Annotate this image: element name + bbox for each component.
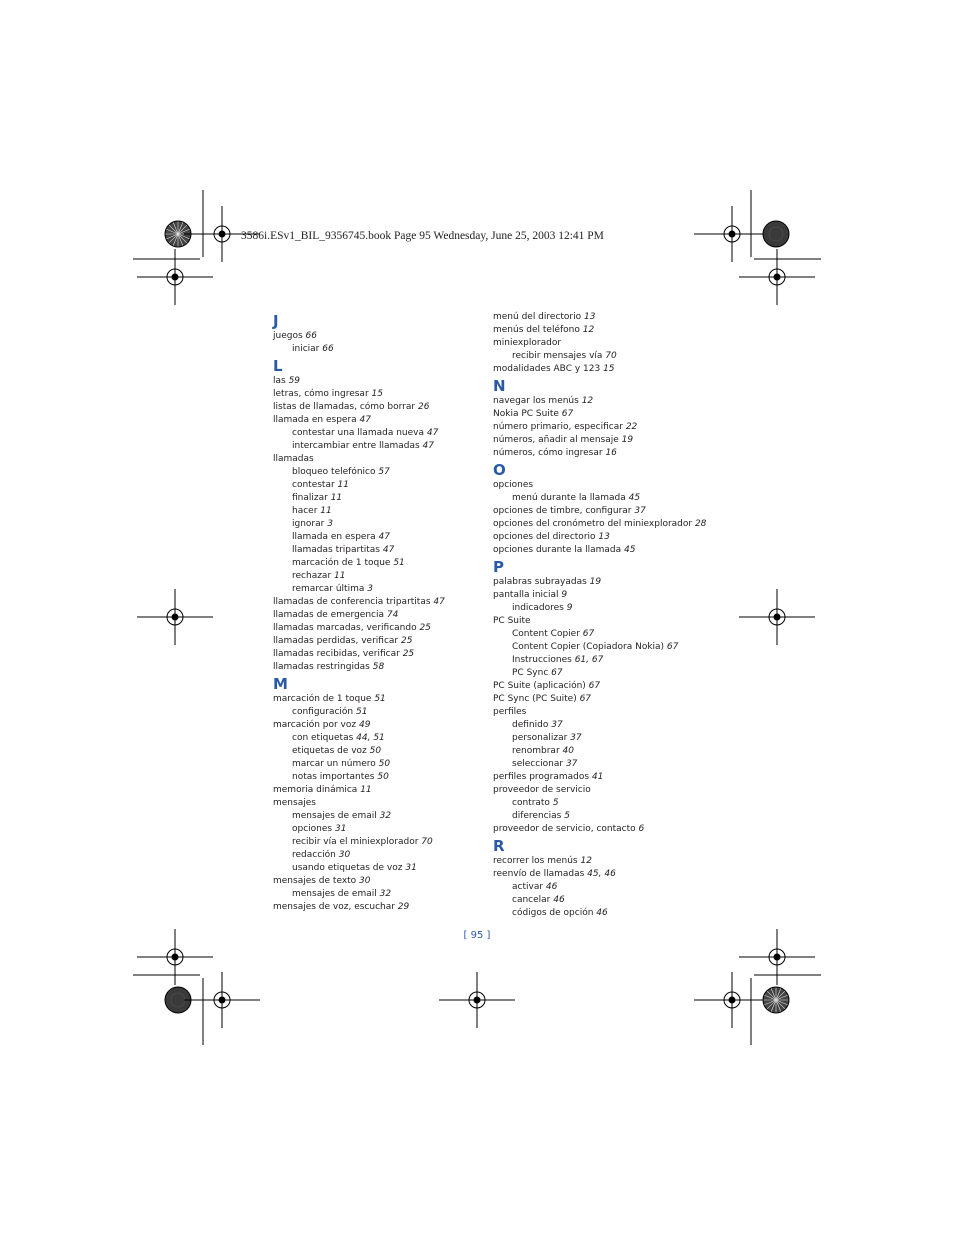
index-subentry	[273, 849, 445, 862]
entry-page-ref: 15	[603, 364, 615, 374]
entry-page-ref: 49	[358, 720, 371, 730]
entry-term: miniexplorador	[493, 338, 562, 348]
index-subentry	[273, 706, 445, 719]
entry-term: finalizar	[292, 493, 331, 503]
entry-page-ref: 47	[359, 415, 371, 425]
entry-page-ref: 67	[551, 668, 563, 678]
entry-term: opciones de timbre, configurar	[493, 506, 635, 516]
index-entry	[493, 531, 706, 544]
entry-term: redacción	[292, 850, 339, 860]
entry-page-ref: 13	[598, 532, 610, 542]
entry-term: opciones	[292, 824, 335, 834]
entry-term: llamadas recibidas, verificar	[273, 649, 403, 659]
entry-page-ref: 22	[625, 422, 638, 432]
entry-page-ref: 32	[379, 889, 392, 899]
entry-page-ref: 19	[589, 577, 602, 587]
entry-term: juegos	[273, 331, 306, 341]
entry-page-ref: 13	[584, 312, 596, 322]
index-entry	[273, 661, 445, 674]
entry-term: Instrucciones	[512, 655, 575, 665]
entry-page-ref: 15	[371, 389, 383, 399]
index-subentry	[493, 492, 706, 505]
entry-term: navegar los menús	[493, 396, 582, 406]
index-subentry	[273, 343, 445, 356]
entry-term: número primario, especificar	[493, 422, 626, 432]
index-entry	[493, 363, 706, 376]
entry-term: opciones del cronómetro del miniexplorador	[493, 519, 695, 529]
entry-page-ref: 3	[367, 584, 373, 594]
entry-term: modalidades ABC y 123	[493, 364, 604, 374]
index-entry	[493, 576, 706, 589]
entry-term: marcación de 1 toque	[292, 558, 394, 568]
entry-page-ref: 46	[545, 882, 558, 892]
index-subentry	[493, 881, 706, 894]
index-subentry	[493, 732, 706, 745]
index-subentry	[273, 492, 445, 505]
entry-page-ref: 3	[327, 519, 333, 529]
entry-term: diferencias	[512, 811, 565, 821]
entry-page-ref: 37	[551, 720, 563, 730]
index-subentry	[273, 583, 445, 596]
index-entry	[493, 408, 706, 421]
entry-page-ref: 5	[564, 811, 570, 821]
entry-term: menú durante la llamada	[512, 493, 629, 503]
index-entry	[273, 693, 445, 706]
index-entry	[493, 544, 706, 557]
index-entry	[493, 337, 706, 350]
entry-term: PC Sync	[512, 668, 552, 678]
entry-term: definido	[512, 720, 552, 730]
entry-page-ref: 28	[694, 519, 707, 529]
entry-page-ref: 66	[305, 331, 317, 341]
index-subentry	[273, 518, 445, 531]
index-entry	[493, 324, 706, 337]
index-entry	[493, 589, 706, 602]
entry-term: cancelar	[512, 895, 554, 905]
index-subentry	[273, 544, 445, 557]
entry-term: usando etiquetas de voz	[292, 863, 406, 873]
index-subentry	[493, 810, 706, 823]
entry-term: marcar un número	[292, 759, 379, 769]
entry-term: llamadas tripartitas	[292, 545, 383, 555]
entry-page-ref: 37	[634, 506, 646, 516]
entry-term: mensajes de texto	[273, 876, 360, 886]
entry-page-ref: 11	[360, 785, 372, 795]
index-subentry	[273, 810, 445, 823]
entry-term: mensajes	[273, 798, 316, 808]
index-subentry	[493, 758, 706, 771]
entry-term: opciones durante la llamada	[493, 545, 624, 555]
index-subentry	[273, 466, 445, 479]
entry-page-ref: 66	[322, 344, 334, 354]
index-subentry	[493, 654, 706, 667]
index-subentry	[273, 823, 445, 836]
entry-term: marcación por voz	[273, 720, 359, 730]
index-subentry	[493, 745, 706, 758]
entry-term: remarcar última	[292, 584, 368, 594]
index-subentry	[273, 745, 445, 758]
index-entry	[273, 609, 445, 622]
entry-page-ref: 11	[337, 480, 349, 490]
entry-term: configuración	[292, 707, 356, 717]
index-entry	[493, 784, 706, 797]
entry-page-ref: 46	[553, 895, 565, 905]
entry-term: llamadas	[273, 454, 314, 464]
index-subentry	[493, 350, 706, 363]
index-entry	[493, 447, 706, 460]
entry-page-ref: 67	[582, 629, 595, 639]
entry-page-ref: 40	[562, 746, 574, 756]
index-entry	[273, 875, 445, 888]
index-subentry	[273, 570, 445, 583]
index-subentry	[273, 479, 445, 492]
entry-page-ref: 50	[378, 759, 391, 769]
index-subentry	[273, 440, 445, 453]
entry-term: indicadores	[512, 603, 567, 613]
entry-term: opciones del directorio	[493, 532, 599, 542]
entry-page-ref: 30	[338, 850, 351, 860]
index-entry	[493, 771, 706, 784]
index-subentry	[273, 836, 445, 849]
index-subentry	[273, 771, 445, 784]
entry-page-ref: 47	[426, 428, 439, 438]
entry-term: llamadas de emergencia	[273, 610, 387, 620]
entry-term: memoria dinámica	[273, 785, 361, 795]
entry-term: mensajes de voz, escuchar	[273, 902, 398, 912]
index-subentry	[273, 888, 445, 901]
index-entry	[493, 855, 706, 868]
entry-page-ref: 58	[372, 662, 385, 672]
index-entry	[493, 434, 706, 447]
index-entry	[273, 414, 445, 427]
entry-page-ref: 47	[378, 532, 390, 542]
entry-term: personalizar	[512, 733, 571, 743]
entry-term: PC Suite	[493, 616, 531, 626]
index-subentry	[273, 557, 445, 570]
index-entry	[273, 797, 445, 810]
entry-term: pantalla inicial	[493, 590, 562, 600]
entry-term: mensajes de email	[292, 889, 380, 899]
entry-term: menú del directorio	[493, 312, 584, 322]
index-left-column	[273, 311, 445, 914]
entry-page-ref: 51	[374, 694, 386, 704]
index-entry	[273, 648, 445, 661]
index-entry	[493, 479, 706, 492]
entry-page-ref: 12	[580, 856, 592, 866]
entry-page-ref: 67	[579, 694, 592, 704]
entry-page-ref: 25	[400, 636, 413, 646]
entry-term: opciones	[493, 480, 534, 490]
index-entry	[493, 421, 706, 434]
entry-page-ref: 25	[402, 649, 415, 659]
entry-term: proveedor de servicio, contacto	[493, 824, 639, 834]
entry-page-ref: 61, 67	[574, 655, 604, 665]
index-subentry	[273, 862, 445, 875]
entry-term: activar	[512, 882, 546, 892]
entry-page-ref: 9	[566, 603, 573, 613]
index-subentry	[273, 505, 445, 518]
entry-term: llamadas de conferencia tripartitas	[273, 597, 434, 607]
index-entry	[273, 784, 445, 797]
entry-term: números, cómo ingresar	[493, 448, 606, 458]
entry-term: intercambiar entre llamadas	[292, 441, 423, 451]
index-entry	[493, 518, 706, 531]
index-entry	[493, 395, 706, 408]
index-entry	[273, 719, 445, 732]
entry-page-ref: 59	[288, 376, 301, 386]
entry-page-ref: 9	[561, 590, 568, 600]
print-header: 3586i.ESv1_BIL_9356745.book Page 95 Wednesday, June 25, 2003 12:41 PM	[241, 230, 604, 242]
index-letter-heading: O	[493, 461, 506, 479]
index-entry	[273, 330, 445, 343]
entry-page-ref: 6	[638, 824, 645, 834]
entry-term: códigos de opción	[512, 908, 597, 918]
entry-page-ref: 37	[570, 733, 582, 743]
index-subentry	[273, 758, 445, 771]
entry-page-ref: 31	[405, 863, 417, 873]
entry-term: PC Sync (PC Suite)	[493, 694, 580, 704]
entry-page-ref: 67	[588, 681, 601, 691]
entry-term: mensajes de email	[292, 811, 380, 821]
entry-term: palabras subrayadas	[493, 577, 590, 587]
entry-term: perfiles	[493, 707, 527, 717]
entry-term: recibir vía el miniexplorador	[292, 837, 422, 847]
entry-page-ref: 37	[565, 759, 578, 769]
index-subentry	[273, 531, 445, 544]
index-subentry	[493, 641, 706, 654]
entry-page-ref: 11	[320, 506, 332, 516]
entry-term: hacer	[292, 506, 321, 516]
entry-term: contestar	[292, 480, 338, 490]
entry-page-ref: 12	[581, 396, 594, 406]
index-entry	[493, 823, 706, 836]
entry-page-ref: 5	[552, 798, 559, 808]
entry-page-ref: 25	[419, 623, 431, 633]
index-subentry	[493, 628, 706, 641]
entry-term: reenvío de llamadas	[493, 869, 588, 879]
entry-term: llamada en espera	[292, 532, 379, 542]
entry-term: iniciar	[292, 344, 323, 354]
index-letter-heading: N	[493, 377, 506, 395]
entry-term: llamada en espera	[273, 415, 360, 425]
index-entry	[493, 615, 706, 628]
entry-term: listas de llamadas, cómo borrar	[273, 402, 418, 412]
entry-term: letras, cómo ingresar	[273, 389, 372, 399]
entry-page-ref: 26	[417, 402, 430, 412]
entry-page-ref: 30	[359, 876, 371, 886]
entry-term: PC Suite (aplicación)	[493, 681, 589, 691]
entry-page-ref: 50	[369, 746, 382, 756]
entry-page-ref: 11	[334, 571, 346, 581]
entry-term: seleccionar	[512, 759, 566, 769]
entry-page-ref: 70	[605, 351, 617, 361]
entry-term: proveedor de servicio	[493, 785, 591, 795]
entry-page-ref: 45	[628, 493, 641, 503]
index-entry	[493, 311, 706, 324]
index-subentry	[493, 797, 706, 810]
entry-term: las	[273, 376, 289, 386]
entry-term: etiquetas de voz	[292, 746, 370, 756]
entry-page-ref: 57	[378, 467, 390, 477]
entry-term: bloqueo telefónico	[292, 467, 379, 477]
entry-page-ref: 32	[379, 811, 392, 821]
index-subentry	[493, 894, 706, 907]
entry-term: perfiles programados	[493, 772, 592, 782]
entry-page-ref: 19	[621, 435, 634, 445]
index-entry	[493, 680, 706, 693]
entry-term: llamadas perdidas, verificar	[273, 636, 401, 646]
entry-page-ref: 31	[334, 824, 347, 834]
entry-term: llamadas marcadas, verificando	[273, 623, 420, 633]
entry-term: marcación de 1 toque	[273, 694, 375, 704]
index-subentry	[493, 907, 706, 920]
index-entry	[273, 388, 445, 401]
index-letter-heading: L	[273, 357, 283, 375]
entry-term: llamadas restringidas	[273, 662, 373, 672]
entry-page-ref: 47	[422, 441, 434, 451]
entry-term: contrato	[512, 798, 553, 808]
entry-page-ref: 16	[605, 448, 617, 458]
entry-page-ref: 29	[397, 902, 410, 912]
entry-term: números, añadir al mensaje	[493, 435, 622, 445]
index-letter-heading: M	[273, 675, 288, 693]
entry-page-ref: 51	[355, 707, 368, 717]
entry-term: recorrer los menús	[493, 856, 581, 866]
entry-term: notas importantes	[292, 772, 378, 782]
entry-term: rechazar	[292, 571, 335, 581]
index-entry	[493, 868, 706, 881]
entry-term: ignorar	[292, 519, 328, 529]
index-entry	[493, 706, 706, 719]
index-entry	[273, 635, 445, 648]
entry-term: Content Copier (Copiadora Nokia)	[512, 642, 667, 652]
index-subentry	[493, 602, 706, 615]
entry-page-ref: 44, 51	[356, 733, 385, 743]
entry-page-ref: 45, 46	[587, 869, 616, 879]
entry-page-ref: 67	[666, 642, 679, 652]
index-subentry	[273, 732, 445, 745]
index-entry	[493, 693, 706, 706]
entry-term: con etiquetas	[292, 733, 357, 743]
entry-page-ref: 50	[377, 772, 389, 782]
index-entry	[273, 375, 445, 388]
index-entry	[273, 596, 445, 609]
index-entry	[273, 901, 445, 914]
entry-page-ref: 45	[624, 545, 636, 555]
index-right-column	[493, 311, 706, 920]
entry-page-ref: 47	[382, 545, 395, 555]
index-letter-heading: R	[493, 837, 505, 855]
entry-page-ref: 67	[561, 409, 574, 419]
index-entry	[273, 401, 445, 414]
index-subentry	[273, 427, 445, 440]
entry-term: Content Copier	[512, 629, 583, 639]
entry-page-ref: 51	[393, 558, 405, 568]
entry-term: recibir mensajes vía	[512, 351, 606, 361]
entry-term: contestar una llamada nueva	[292, 428, 427, 438]
index-entry	[493, 505, 706, 518]
entry-page-ref: 47	[433, 597, 445, 607]
entry-page-ref: 46	[596, 908, 608, 918]
entry-term: renombrar	[512, 746, 563, 756]
index-letter-heading: J	[273, 312, 279, 330]
entry-page-ref: 12	[582, 325, 595, 335]
entry-page-ref: 70	[421, 837, 433, 847]
entry-page-ref: 41	[591, 772, 604, 782]
index-subentry	[493, 667, 706, 680]
entry-page-ref: 11	[330, 493, 343, 503]
index-entry	[273, 622, 445, 635]
index-letter-heading: P	[493, 558, 504, 576]
entry-term: Nokia PC Suite	[493, 409, 562, 419]
index-subentry	[493, 719, 706, 732]
entry-page-ref: 74	[386, 610, 399, 620]
page-number: [ 95 ]	[463, 930, 491, 941]
index-entry	[273, 453, 445, 466]
entry-term: menús del teléfono	[493, 325, 583, 335]
